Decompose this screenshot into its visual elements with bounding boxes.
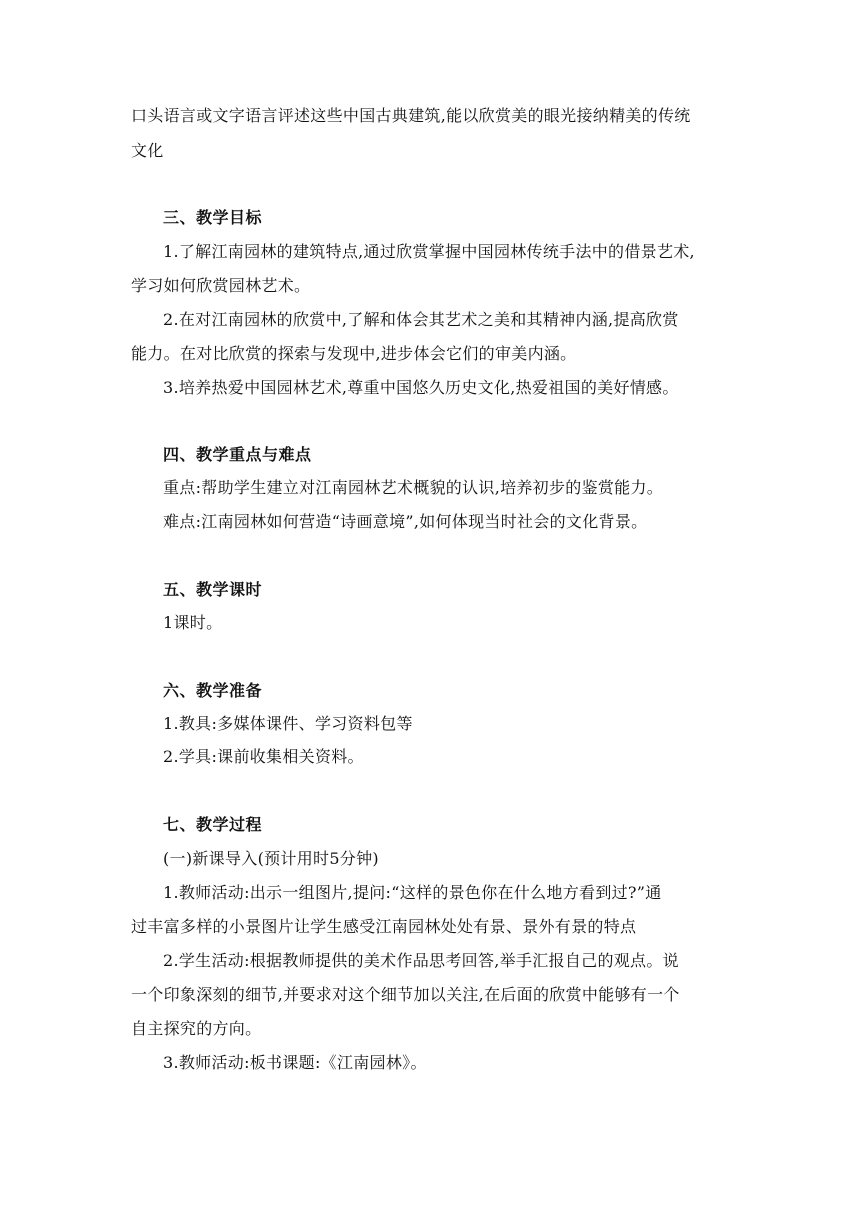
section-heading-preparation: 六、教学准备 [163,681,263,700]
step-1-line-2: 过丰富多样的小景图片让学生感受江南园林处处有景、景外有景的特点 [131,917,637,936]
preparation-2: 2.学具:课前收集相关资料。 [163,747,364,766]
difficulty: 难点:江南园林如何营造“诗画意境”,如何体现当时社会的文化背景。 [163,512,648,531]
objective-1-line-2: 学习如何欣赏园林艺术。 [131,276,311,295]
step-1-line-1: 1.教师活动:出示一组图片,提问:“这样的景色你在什么地方看到过?”通 [163,883,662,902]
step-3: 3.教师活动:板书课题:《江南园林》。 [163,1053,427,1072]
objective-3: 3.培养热爱中国园林艺术,尊重中国悠久历史文化,热爱祖国的美好情感。 [163,378,679,397]
process-subheading-1: (一)新课导入(预计用时5分钟) [163,849,379,868]
intro-line-2: 文化 [131,141,164,160]
preparation-1: 1.教具:多媒体课件、学习资料包等 [163,714,413,733]
step-2-line-1: 2.学生活动:根据教师提供的美术作品思考回答,举手汇报自己的观点。说 [163,951,679,970]
section-heading-objectives: 三、教学目标 [163,208,263,227]
objective-2-line-1: 2.在对江南园林的欣赏中,了解和体会其艺术之美和其精神内涵,提高欣赏 [163,310,679,329]
section-heading-key-points: 四、教学重点与难点 [163,445,312,464]
objective-1-line-1: 1.了解江南园林的建筑特点,通过欣赏掌握中国园林传统手法中的借景艺术, [163,242,695,261]
section-heading-hours: 五、教学课时 [163,580,263,599]
class-hours: 1课时。 [163,613,223,632]
intro-line-1: 口头语言或文字语言评述这些中国古典建筑,能以欣赏美的眼光接纳精美的传统 [131,106,691,125]
section-heading-process: 七、教学过程 [163,815,263,834]
step-2-line-3: 自主探究的方向。 [131,1019,262,1038]
step-2-line-2: 一个印象深刻的细节,并要求对这个细节加以关注,在后面的欣赏中能够有一个 [131,985,680,1004]
key-point: 重点:帮助学生建立对江南园林艺术概貌的认识,培养初步的鉴赏能力。 [163,478,664,497]
objective-2-line-2: 能力。在对比欣赏的探索与发现中,进步体会它们的审美内涵。 [131,344,577,363]
